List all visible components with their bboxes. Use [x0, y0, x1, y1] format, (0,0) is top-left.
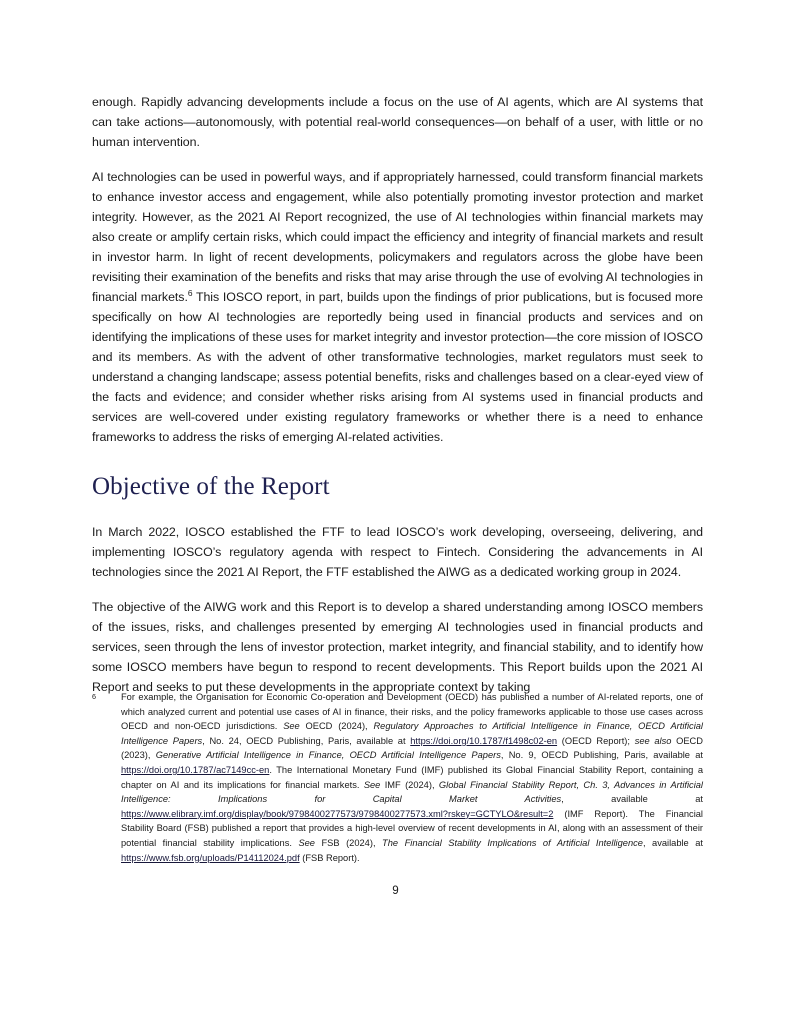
footnote-link-oecd-generative[interactable]: https://doi.org/10.1787/ac7149cc-en — [121, 764, 270, 775]
paragraph-text-part-b: This IOSCO report, in part, builds upon the findings of prior publications, but is focused more specifically on how AI technologies are reportedly being used in financial products and services and on identifying the implications of these uses for market integrity and investor protection—the core mission of IOSCO and its members. As with the advent of other transformative technologies, market regulators must seek to understand a changing landscape; assess potential benefits, risks and challenges based on a clear-eyed view of the facts and evidence; and consider whether risks arising from AI systems used in financial products and services are well-covered under existing regulatory frameworks or whether there is a need to enhance frameworks to address the risks of emerging AI-related activities. — [92, 290, 703, 444]
footnote-reference-6[interactable]: 6 — [187, 287, 193, 298]
footnote-6 — [92, 690, 703, 865]
footnote-seg-21: (FSB Report). — [299, 852, 360, 863]
footnote-title-imf-gfsr: Global Financial Stability Report, Ch. 3, Advances in Artificial Intelligence: Implications for Capital Market Activities — [121, 779, 703, 805]
paragraph-march-2022: In March 2022, IOSCO established the FTF to lead IOSCO’s work developing, overseeing, delivering, and implementing IOSCO’s regulatory agenda with respect to Fintech. Considering the advancements in AI technologies since the 2021 AI Report, the FTF established the AIWG as a dedicated working group in 2024. — [92, 524, 703, 579]
footnote-seg-3: OECD (2024), — [299, 721, 374, 732]
section-heading-objective-of-the-report: Objective of the Report — [92, 473, 330, 500]
footnote-seg-11: . The International Monetary Fund (IMF) published its Global Financial Stability Report, containing a chapter on AI and its implications for financial markets. — [121, 764, 703, 790]
paragraph-continuation: enough. Rapidly advancing developments include a focus on the use of AI agents, which are AI systems that can take actions—autonomously, with potential real-world consequences—on behalf of a user, with little or no human intervention. — [92, 95, 703, 149]
paragraph-objective-aiwg: The objective of the AIWG work and this Report is to develop a shared understanding among IOSCO members of the issues, risks, and challenges presented by emerging AI technologies used in financial products and services, seen through the lens of investor protection, market integrity, and financial stability, and to identify how some IOSCO members have begun to respond to recent developments. This Report builds upon the 2021 AI Report and seeks to put these developments in the appropriate context by taking — [92, 599, 703, 694]
footnote-title-oecd-2024: Regulatory Approaches to Artificial Intelligence in Finance, OECD Artificial Intelligence Papers — [121, 721, 703, 746]
footnote-seg-16: (IMF Report). The Financial Stability Board (FSB) published a report that provides a high-level overview of recent developments in AI, along with an assessment of their potential financial stability implications. — [121, 808, 703, 848]
paragraph-text-part-a: AI technologies can be used in powerful ways, and if appropriately harnessed, could transform financial markets to enhance investor access and engagement, while also potentially promoting investor protection and market integrity. However, as the 2021 AI Report recognized, the use of AI technologies within financial markets may also create or amplify certain risks, which could impact the efficiency and integrity of financial markets and result in investor harm. In light of recent developments, policymakers and regulators across the globe have been revisiting their examination of the benefits and risks that may arise through the use of evolving AI technologies in financial markets. — [92, 170, 703, 304]
footnote-link-oecd-report[interactable]: https://doi.org/10.1787/f1498c02-en — [410, 735, 558, 746]
footnote-seg-20: , available at — [642, 837, 703, 848]
footnote-see-also: see also — [634, 735, 672, 746]
page-body-content — [92, 92, 703, 697]
footnote-seg-5: , No. 24, OECD Publishing, Paris, available at — [202, 735, 411, 746]
footnote-see-2: See — [363, 779, 381, 790]
footnote-title-fsb: The Financial Stability Implications of Artificial Intelligence — [382, 837, 643, 848]
footnote-seg-8: OECD (2023), — [121, 735, 703, 761]
footnote-title-oecd-2023: Generative Artificial Intelligence in Finance, OECD Artificial Intelligence Papers — [155, 750, 501, 761]
page-number: 9 — [392, 884, 399, 897]
footnotes-area — [92, 690, 703, 865]
footnote-see-3: See — [298, 837, 315, 848]
paragraph-ai-technologies — [92, 167, 703, 447]
footnote-link-fsb-report[interactable]: https://www.fsb.org/uploads/P14112024.pdf — [121, 852, 300, 863]
footnote-seg-15: , available at — [561, 794, 703, 805]
footnote-seg-6: (OECD Report); — [557, 735, 635, 746]
footnote-seg-1: For example, the Organisation for Economic Co-operation and Development (OECD) has published a number of AI-related reports, one of which analyzed current and potential use cases of AI in finance, their risks, and the policy frameworks applicable to those use cases across OECD and non-OECD jurisdictions. — [121, 692, 703, 732]
footnote-seg-13: IMF (2024), — [380, 779, 439, 790]
footnote-link-imf-report[interactable]: https://www.elibrary.imf.org/display/book/9798400277573/9798400277573.xml?rskey=GCTYLO&result=2 — [121, 808, 554, 819]
footnote-see-1: See — [283, 721, 300, 732]
footnote-marker: 6 — [92, 692, 96, 701]
footnote-seg-10: , No. 9, OECD Publishing, Paris, available at — [500, 750, 703, 761]
footnote-seg-18: FSB (2024), — [314, 837, 383, 848]
